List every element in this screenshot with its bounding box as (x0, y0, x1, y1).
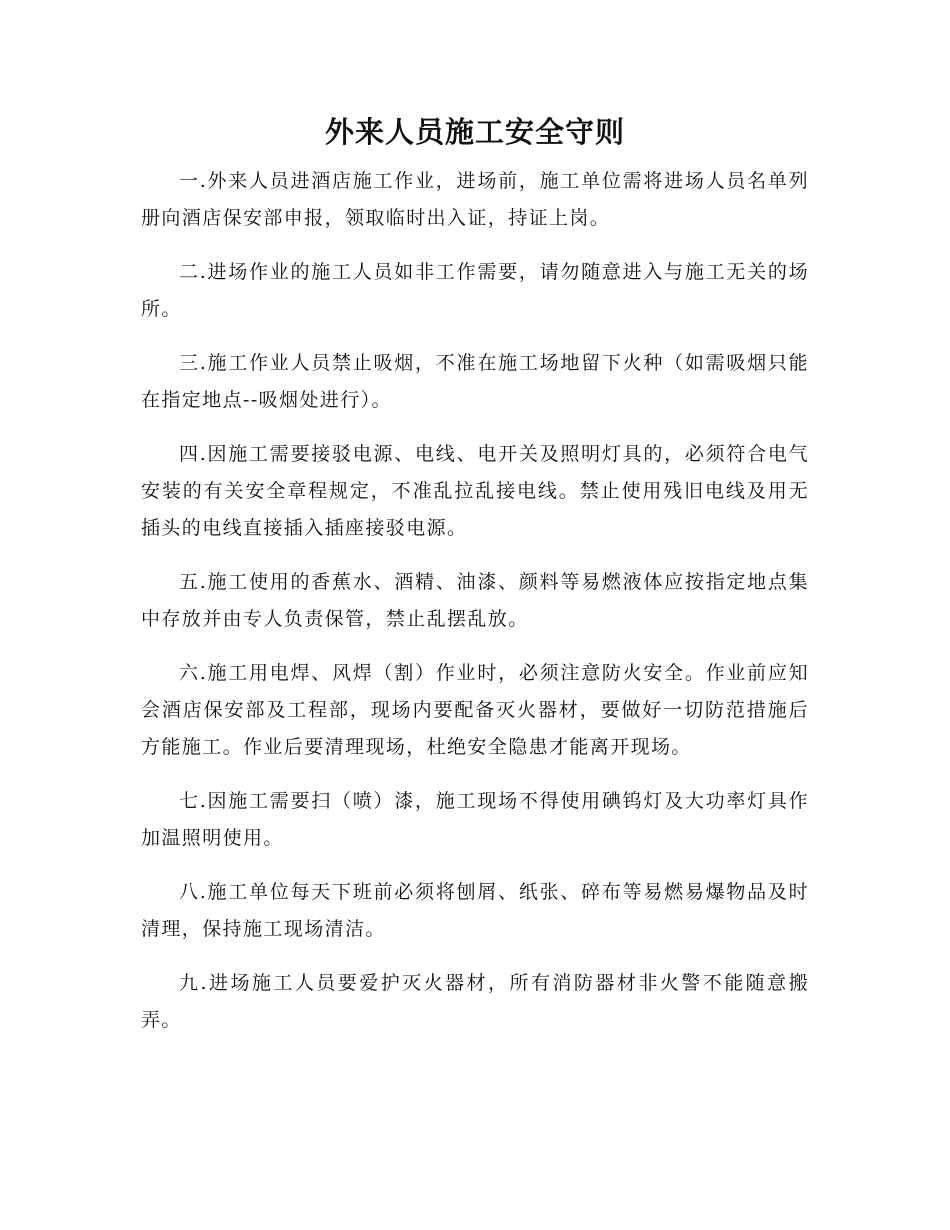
document-title: 外来人员施工安全守则 (324, 115, 625, 149)
rule-paragraph-9: 九.进场施工人员要爱护灭火器材，所有消防器材非火警不能随意搬弄。 (141, 972, 809, 1031)
rule-paragraph-6: 六.施工用电焊、风焊（割）作业时，必须注意防火安全。作业前应知会酒店保安部及工程部，现场内要配备灭火器材，要做好一切防范措施后方能施工。作业后要清理现场，杜绝安全隐患才能离开现场。 (141, 662, 809, 758)
document-body (141, 163, 809, 1056)
rule-paragraph-3: 三.施工作业人员禁止吸烟，不准在施工场地留下火种（如需吸烟只能在指定地点--吸烟处进行）。 (141, 352, 809, 411)
rule-paragraph-5: 五.施工使用的香蕉水、酒精、油漆、颜料等易燃液体应按指定地点集中存放并由专人负责保管，禁止乱摆乱放。 (141, 571, 809, 630)
rule-paragraph-1: 一.外来人员进酒店施工作业，进场前，施工单位需将进场人员名单列册向酒店保安部申报，领取临时出入证，持证上岗。 (141, 170, 809, 229)
rule-paragraph-4: 四.因施工需要接驳电源、电线、电开关及照明灯具的，必须符合电气安装的有关安全章程规定，不准乱拉乱接电线。禁止使用残旧电线及用无插头的电线直接插入插座接驳电源。 (141, 443, 809, 539)
rule-paragraph-7: 七.因施工需要扫（喷）漆，施工现场不得使用碘钨灯及大功率灯具作加温照明使用。 (141, 790, 809, 849)
rule-paragraph-8: 八.施工单位每天下班前必须将刨屑、纸张、碎布等易燃易爆物品及时清理，保持施工现场清洁。 (141, 881, 809, 940)
rule-paragraph-2: 二.进场作业的施工人员如非工作需要，请勿随意进入与施工无关的场所。 (141, 261, 809, 320)
